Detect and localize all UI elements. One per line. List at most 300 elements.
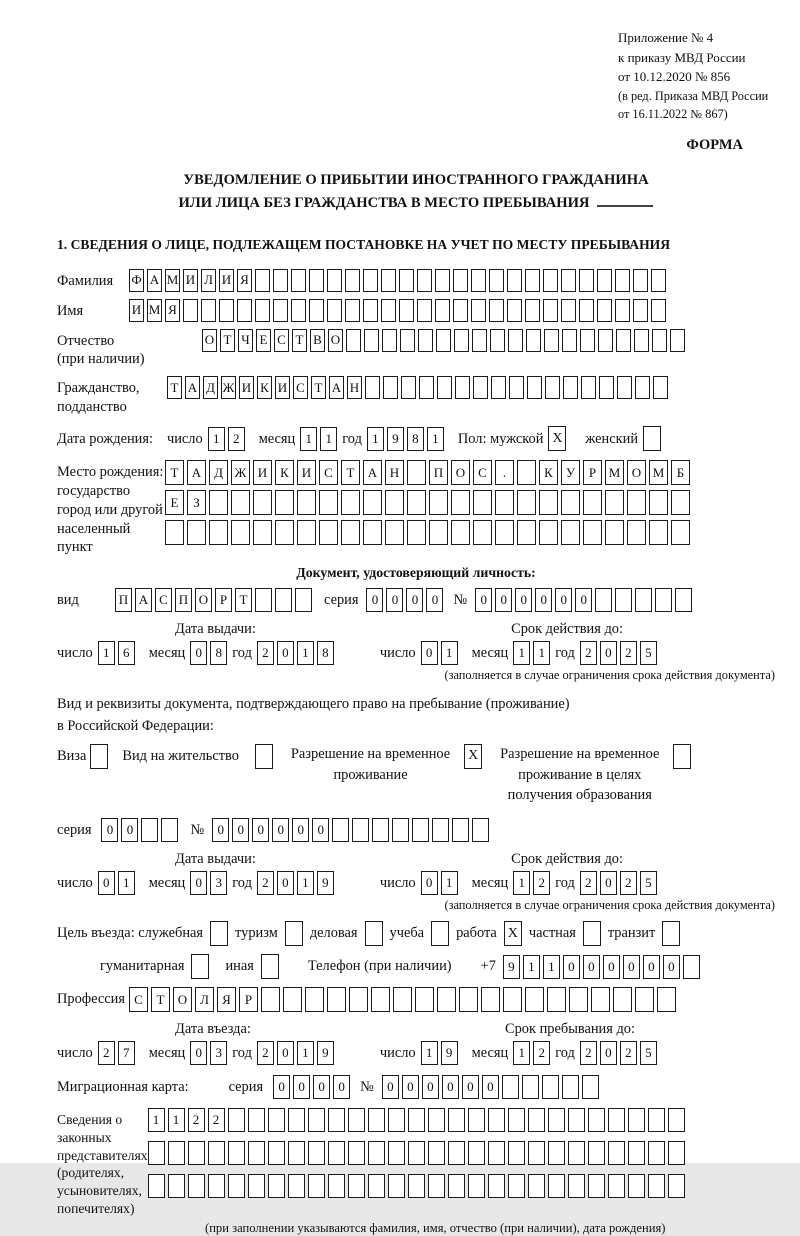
birthplace-cell[interactable]: И xyxy=(297,460,316,485)
permit-issue-year-cell[interactable]: 0 xyxy=(277,871,294,895)
legal-rep-cell[interactable] xyxy=(148,1141,165,1165)
migration-series-cell[interactable]: 0 xyxy=(273,1075,290,1099)
legal-rep-cell[interactable] xyxy=(548,1141,565,1165)
surname-cell[interactable] xyxy=(507,269,522,292)
id-doc-number-cell[interactable] xyxy=(635,588,652,612)
legal-rep-cell[interactable] xyxy=(248,1174,265,1198)
patronymic-cell[interactable] xyxy=(508,329,523,352)
legal-rep-cell[interactable] xyxy=(288,1174,305,1198)
name-cell[interactable] xyxy=(615,299,630,322)
permit-number-cell[interactable] xyxy=(472,818,489,842)
birthplace-cell[interactable] xyxy=(451,490,470,515)
id-doc-number-cell[interactable] xyxy=(615,588,632,612)
birthplace-cell[interactable]: Н xyxy=(385,460,404,485)
surname-cell[interactable] xyxy=(579,269,594,292)
birthplace-cell[interactable] xyxy=(319,490,338,515)
birthplace-cell[interactable] xyxy=(517,460,536,485)
legal-rep-cell[interactable] xyxy=(648,1108,665,1132)
birthplace-cell[interactable]: С xyxy=(473,460,492,485)
legal-rep-cell[interactable] xyxy=(248,1108,265,1132)
name-cell[interactable] xyxy=(651,299,666,322)
birthplace-cell[interactable] xyxy=(385,520,404,545)
patronymic-cell[interactable] xyxy=(670,329,685,352)
legal-rep-cell[interactable] xyxy=(448,1174,465,1198)
patronymic-cell[interactable] xyxy=(616,329,631,352)
patronymic-cell[interactable]: Т xyxy=(292,329,307,352)
birthplace-cell[interactable]: О xyxy=(451,460,470,485)
birthplace-cell[interactable] xyxy=(561,490,580,515)
id-doc-number-cell[interactable]: 0 xyxy=(495,588,512,612)
surname-cell[interactable] xyxy=(525,269,540,292)
birthplace-cell[interactable]: И xyxy=(253,460,272,485)
profession-cell[interactable]: Л xyxy=(195,987,214,1012)
profession-cell[interactable] xyxy=(437,987,456,1012)
stay-year-cell[interactable]: 5 xyxy=(640,1041,657,1065)
permit-number-cell[interactable]: 0 xyxy=(312,818,329,842)
legal-rep-cell[interactable] xyxy=(608,1141,625,1165)
birthplace-cell[interactable] xyxy=(297,490,316,515)
legal-rep-cell[interactable] xyxy=(368,1108,385,1132)
permit-number-cell[interactable] xyxy=(352,818,369,842)
name-cell[interactable] xyxy=(201,299,216,322)
phone-cell[interactable]: 0 xyxy=(563,955,580,979)
birthplace-cell[interactable] xyxy=(583,490,602,515)
legal-rep-cell[interactable] xyxy=(528,1141,545,1165)
profession-cell[interactable] xyxy=(261,987,280,1012)
surname-cell[interactable]: М xyxy=(165,269,180,292)
stay-year-cell[interactable]: 0 xyxy=(600,1041,617,1065)
migration-number-cell[interactable]: 0 xyxy=(482,1075,499,1099)
legal-rep-cell[interactable] xyxy=(508,1108,525,1132)
surname-cell[interactable] xyxy=(435,269,450,292)
name-cell[interactable] xyxy=(237,299,252,322)
transit-checkbox-cell[interactable] xyxy=(662,921,680,946)
official-checkbox-cell[interactable] xyxy=(210,921,228,946)
profession-cell[interactable] xyxy=(305,987,324,1012)
birthplace-cell[interactable]: У xyxy=(561,460,580,485)
birthplace-cell[interactable] xyxy=(649,520,668,545)
id-valid-year-cell[interactable]: 5 xyxy=(640,641,657,665)
phone-cell[interactable] xyxy=(683,955,700,979)
birthplace-cell[interactable]: К xyxy=(539,460,558,485)
name-cell[interactable] xyxy=(525,299,540,322)
permit-series-cell[interactable] xyxy=(161,818,178,842)
surname-cell[interactable] xyxy=(561,269,576,292)
legal-rep-cell[interactable] xyxy=(528,1108,545,1132)
permit-issue-year-cell[interactable]: 1 xyxy=(297,871,314,895)
citizenship-cell[interactable]: И xyxy=(275,376,290,399)
stay-month-cell[interactable]: 1 xyxy=(513,1041,530,1065)
stay-year-cell[interactable]: 2 xyxy=(580,1041,597,1065)
citizenship-cell[interactable] xyxy=(437,376,452,399)
legal-rep-cell[interactable] xyxy=(328,1141,345,1165)
legal-rep-cell[interactable] xyxy=(188,1174,205,1198)
birthplace-cell[interactable]: Е xyxy=(165,490,184,515)
name-cell[interactable] xyxy=(273,299,288,322)
legal-rep-cell[interactable] xyxy=(548,1174,565,1198)
surname-cell[interactable] xyxy=(291,269,306,292)
surname-cell[interactable] xyxy=(273,269,288,292)
id-doc-number-cell[interactable]: 0 xyxy=(475,588,492,612)
phone-cell[interactable]: 0 xyxy=(663,955,680,979)
patronymic-cell[interactable] xyxy=(400,329,415,352)
birth-month-cell[interactable]: 1 xyxy=(320,427,337,451)
citizenship-cell[interactable]: К xyxy=(257,376,272,399)
id-valid-month-cell[interactable]: 1 xyxy=(533,641,550,665)
migration-series-cell[interactable]: 0 xyxy=(313,1075,330,1099)
birthplace-cell[interactable] xyxy=(231,490,250,515)
patronymic-cell[interactable] xyxy=(580,329,595,352)
legal-rep-cell[interactable] xyxy=(468,1174,485,1198)
name-cell[interactable]: Я xyxy=(165,299,180,322)
citizenship-cell[interactable]: Д xyxy=(203,376,218,399)
legal-rep-cell[interactable] xyxy=(588,1108,605,1132)
surname-cell[interactable]: И xyxy=(183,269,198,292)
migration-number-cell[interactable]: 0 xyxy=(442,1075,459,1099)
permit-issue-month-cell[interactable]: 0 xyxy=(190,871,207,895)
entry-month-cell[interactable]: 0 xyxy=(190,1041,207,1065)
legal-rep-cell[interactable] xyxy=(228,1174,245,1198)
id-doc-number-cell[interactable]: 0 xyxy=(535,588,552,612)
legal-rep-cell[interactable] xyxy=(408,1141,425,1165)
legal-rep-cell[interactable] xyxy=(348,1141,365,1165)
legal-rep-cell[interactable] xyxy=(628,1108,645,1132)
name-cell[interactable] xyxy=(255,299,270,322)
birthplace-cell[interactable] xyxy=(363,490,382,515)
patronymic-cell[interactable] xyxy=(598,329,613,352)
id-doc-number-cell[interactable]: 0 xyxy=(515,588,532,612)
citizenship-cell[interactable] xyxy=(473,376,488,399)
id-doc-type-cell[interactable]: О xyxy=(195,588,212,612)
birthplace-cell[interactable] xyxy=(187,520,206,545)
citizenship-cell[interactable]: Т xyxy=(311,376,326,399)
name-cell[interactable] xyxy=(327,299,342,322)
birth-month-cell[interactable]: 1 xyxy=(300,427,317,451)
birthplace-cell[interactable] xyxy=(429,490,448,515)
stay-month-cell[interactable]: 2 xyxy=(533,1041,550,1065)
id-valid-year-cell[interactable]: 2 xyxy=(620,641,637,665)
legal-rep-cell[interactable] xyxy=(588,1174,605,1198)
id-doc-type-cell[interactable]: Т xyxy=(235,588,252,612)
migration-number-cell[interactable] xyxy=(542,1075,559,1099)
permit-series-cell[interactable] xyxy=(141,818,158,842)
work-checkbox-cell[interactable]: X xyxy=(504,921,522,946)
stay-day-cell[interactable]: 9 xyxy=(441,1041,458,1065)
birthplace-cell[interactable] xyxy=(385,490,404,515)
id-valid-year-cell[interactable]: 2 xyxy=(580,641,597,665)
legal-rep-cell[interactable] xyxy=(288,1141,305,1165)
legal-rep-cell[interactable] xyxy=(428,1108,445,1132)
id-doc-type-cell[interactable] xyxy=(275,588,292,612)
name-cell[interactable] xyxy=(579,299,594,322)
legal-rep-cell[interactable] xyxy=(388,1108,405,1132)
name-cell[interactable] xyxy=(561,299,576,322)
citizenship-cell[interactable] xyxy=(563,376,578,399)
profession-cell[interactable]: О xyxy=(173,987,192,1012)
permit-number-cell[interactable] xyxy=(452,818,469,842)
name-cell[interactable] xyxy=(471,299,486,322)
citizenship-cell[interactable] xyxy=(617,376,632,399)
legal-rep-cell[interactable] xyxy=(488,1174,505,1198)
entry-day-cell[interactable]: 7 xyxy=(118,1041,135,1065)
birth-year-cell[interactable]: 1 xyxy=(367,427,384,451)
id-valid-year-cell[interactable]: 0 xyxy=(600,641,617,665)
temp-residence-edu-checkbox-cell[interactable] xyxy=(673,744,691,769)
citizenship-cell[interactable]: Ж xyxy=(221,376,236,399)
profession-cell[interactable] xyxy=(459,987,478,1012)
surname-cell[interactable]: И xyxy=(219,269,234,292)
patronymic-cell[interactable] xyxy=(454,329,469,352)
stay-day-cell[interactable]: 1 xyxy=(421,1041,438,1065)
profession-cell[interactable]: Т xyxy=(151,987,170,1012)
legal-rep-cell[interactable] xyxy=(308,1174,325,1198)
citizenship-cell[interactable] xyxy=(365,376,380,399)
legal-rep-cell[interactable] xyxy=(508,1174,525,1198)
legal-rep-cell[interactable] xyxy=(508,1141,525,1165)
birthplace-cell[interactable]: Т xyxy=(341,460,360,485)
study-checkbox-cell[interactable] xyxy=(431,921,449,946)
humanitarian-checkbox-cell[interactable] xyxy=(191,954,209,979)
patronymic-cell[interactable] xyxy=(544,329,559,352)
profession-cell[interactable]: С xyxy=(129,987,148,1012)
birth-year-cell[interactable]: 1 xyxy=(427,427,444,451)
legal-rep-cell[interactable] xyxy=(328,1174,345,1198)
temp-residence-checkbox-cell[interactable]: X xyxy=(464,744,482,769)
permit-number-cell[interactable] xyxy=(372,818,389,842)
legal-rep-cell[interactable] xyxy=(568,1141,585,1165)
surname-cell[interactable] xyxy=(489,269,504,292)
id-doc-number-cell[interactable] xyxy=(655,588,672,612)
birthplace-cell[interactable]: С xyxy=(319,460,338,485)
legal-rep-cell[interactable]: 2 xyxy=(208,1108,225,1132)
permit-valid-year-cell[interactable]: 2 xyxy=(620,871,637,895)
entry-day-cell[interactable]: 2 xyxy=(98,1041,115,1065)
birthplace-cell[interactable] xyxy=(605,490,624,515)
id-doc-series-cell[interactable]: 0 xyxy=(386,588,403,612)
birth-day-cell[interactable]: 1 xyxy=(208,427,225,451)
birthplace-cell[interactable] xyxy=(319,520,338,545)
patronymic-cell[interactable] xyxy=(634,329,649,352)
id-doc-type-cell[interactable]: П xyxy=(115,588,132,612)
name-cell[interactable] xyxy=(453,299,468,322)
surname-cell[interactable] xyxy=(543,269,558,292)
birthplace-cell[interactable]: Д xyxy=(209,460,228,485)
birthplace-cell[interactable] xyxy=(627,520,646,545)
birthplace-cell[interactable] xyxy=(253,490,272,515)
citizenship-cell[interactable]: И xyxy=(239,376,254,399)
legal-rep-cell[interactable] xyxy=(388,1141,405,1165)
patronymic-cell[interactable] xyxy=(346,329,361,352)
profession-cell[interactable] xyxy=(613,987,632,1012)
legal-rep-cell[interactable] xyxy=(288,1108,305,1132)
permit-series-cell[interactable]: 0 xyxy=(121,818,138,842)
phone-cell[interactable]: 0 xyxy=(623,955,640,979)
id-doc-number-cell[interactable] xyxy=(675,588,692,612)
patronymic-cell[interactable]: В xyxy=(310,329,325,352)
permit-number-cell[interactable]: 0 xyxy=(232,818,249,842)
profession-cell[interactable]: Р xyxy=(239,987,258,1012)
permit-valid-month-cell[interactable]: 2 xyxy=(533,871,550,895)
id-doc-type-cell[interactable] xyxy=(255,588,272,612)
patronymic-cell[interactable]: Е xyxy=(256,329,271,352)
legal-rep-cell[interactable] xyxy=(268,1174,285,1198)
legal-rep-cell[interactable] xyxy=(268,1141,285,1165)
patronymic-cell[interactable] xyxy=(436,329,451,352)
birthplace-cell[interactable] xyxy=(473,520,492,545)
birthplace-cell[interactable] xyxy=(429,520,448,545)
citizenship-cell[interactable] xyxy=(635,376,650,399)
sex-male-checkbox-cell[interactable]: X xyxy=(548,426,566,451)
legal-rep-cell[interactable] xyxy=(468,1141,485,1165)
profession-cell[interactable] xyxy=(591,987,610,1012)
citizenship-cell[interactable]: А xyxy=(329,376,344,399)
birthplace-cell[interactable]: Р xyxy=(583,460,602,485)
patronymic-cell[interactable] xyxy=(364,329,379,352)
permit-issue-month-cell[interactable]: 3 xyxy=(210,871,227,895)
surname-cell[interactable] xyxy=(615,269,630,292)
legal-rep-cell[interactable] xyxy=(368,1141,385,1165)
legal-rep-cell[interactable] xyxy=(648,1141,665,1165)
surname-cell[interactable] xyxy=(471,269,486,292)
birthplace-cell[interactable]: . xyxy=(495,460,514,485)
birthplace-cell[interactable]: Б xyxy=(671,460,690,485)
profession-cell[interactable] xyxy=(503,987,522,1012)
birthplace-cell[interactable] xyxy=(253,520,272,545)
legal-rep-cell[interactable] xyxy=(348,1108,365,1132)
citizenship-cell[interactable]: А xyxy=(185,376,200,399)
patronymic-cell[interactable]: Т xyxy=(220,329,235,352)
legal-rep-cell[interactable]: 1 xyxy=(148,1108,165,1132)
legal-rep-cell[interactable] xyxy=(248,1141,265,1165)
birth-year-cell[interactable]: 8 xyxy=(407,427,424,451)
birthplace-cell[interactable] xyxy=(297,520,316,545)
birthplace-cell[interactable] xyxy=(209,490,228,515)
legal-rep-cell[interactable] xyxy=(668,1108,685,1132)
profession-cell[interactable] xyxy=(635,987,654,1012)
name-cell[interactable] xyxy=(417,299,432,322)
profession-cell[interactable] xyxy=(547,987,566,1012)
tourism-checkbox-cell[interactable] xyxy=(285,921,303,946)
legal-rep-cell[interactable] xyxy=(208,1141,225,1165)
birthplace-cell[interactable] xyxy=(209,520,228,545)
id-issue-day-cell[interactable]: 1 xyxy=(98,641,115,665)
name-cell[interactable] xyxy=(597,299,612,322)
citizenship-cell[interactable] xyxy=(491,376,506,399)
entry-year-cell[interactable]: 0 xyxy=(277,1041,294,1065)
patronymic-cell[interactable]: С xyxy=(274,329,289,352)
residence-permit-checkbox-cell[interactable] xyxy=(255,744,273,769)
birthplace-cell[interactable] xyxy=(561,520,580,545)
patronymic-cell[interactable] xyxy=(652,329,667,352)
migration-number-cell[interactable] xyxy=(562,1075,579,1099)
name-cell[interactable] xyxy=(183,299,198,322)
profession-cell[interactable] xyxy=(393,987,412,1012)
permit-issue-year-cell[interactable]: 9 xyxy=(317,871,334,895)
birthplace-cell[interactable] xyxy=(451,520,470,545)
birthplace-cell[interactable]: К xyxy=(275,460,294,485)
birthplace-cell[interactable] xyxy=(407,520,426,545)
citizenship-cell[interactable] xyxy=(455,376,470,399)
legal-rep-cell[interactable]: 1 xyxy=(168,1108,185,1132)
id-doc-type-cell[interactable]: С xyxy=(155,588,172,612)
legal-rep-cell[interactable] xyxy=(168,1141,185,1165)
birthplace-cell[interactable] xyxy=(649,490,668,515)
legal-rep-cell[interactable] xyxy=(308,1108,325,1132)
legal-rep-cell[interactable] xyxy=(588,1141,605,1165)
birthplace-cell[interactable]: Ж xyxy=(231,460,250,485)
profession-cell[interactable] xyxy=(569,987,588,1012)
birthplace-cell[interactable] xyxy=(539,520,558,545)
birth-day-cell[interactable]: 2 xyxy=(228,427,245,451)
legal-rep-cell[interactable] xyxy=(548,1108,565,1132)
permit-valid-day-cell[interactable]: 0 xyxy=(421,871,438,895)
legal-rep-cell[interactable] xyxy=(668,1141,685,1165)
birthplace-cell[interactable] xyxy=(231,520,250,545)
legal-rep-cell[interactable] xyxy=(608,1108,625,1132)
citizenship-cell[interactable] xyxy=(527,376,542,399)
id-doc-series-cell[interactable]: 0 xyxy=(406,588,423,612)
surname-cell[interactable] xyxy=(633,269,648,292)
id-issue-month-cell[interactable]: 0 xyxy=(190,641,207,665)
legal-rep-cell[interactable] xyxy=(428,1174,445,1198)
surname-cell[interactable] xyxy=(597,269,612,292)
permit-issue-year-cell[interactable]: 2 xyxy=(257,871,274,895)
legal-rep-cell[interactable] xyxy=(668,1174,685,1198)
citizenship-cell[interactable] xyxy=(509,376,524,399)
id-doc-number-cell[interactable]: 0 xyxy=(555,588,572,612)
birthplace-cell[interactable] xyxy=(275,520,294,545)
birth-year-cell[interactable]: 9 xyxy=(387,427,404,451)
visa-checkbox-cell[interactable] xyxy=(90,744,108,769)
surname-cell[interactable] xyxy=(327,269,342,292)
id-issue-year-cell[interactable]: 1 xyxy=(297,641,314,665)
name-cell[interactable] xyxy=(291,299,306,322)
patronymic-cell[interactable] xyxy=(418,329,433,352)
surname-cell[interactable]: А xyxy=(147,269,162,292)
sex-female-checkbox-cell[interactable] xyxy=(643,426,661,451)
permit-number-cell[interactable] xyxy=(332,818,349,842)
permit-number-cell[interactable]: 0 xyxy=(272,818,289,842)
legal-rep-cell[interactable] xyxy=(348,1174,365,1198)
name-cell[interactable]: М xyxy=(147,299,162,322)
name-cell[interactable] xyxy=(633,299,648,322)
birthplace-cell[interactable] xyxy=(275,490,294,515)
permit-number-cell[interactable] xyxy=(432,818,449,842)
id-doc-type-cell[interactable] xyxy=(295,588,312,612)
id-doc-number-cell[interactable] xyxy=(595,588,612,612)
permit-valid-month-cell[interactable]: 1 xyxy=(513,871,530,895)
citizenship-cell[interactable] xyxy=(419,376,434,399)
id-issue-year-cell[interactable]: 8 xyxy=(317,641,334,665)
citizenship-cell[interactable] xyxy=(653,376,668,399)
name-cell[interactable] xyxy=(219,299,234,322)
birthplace-cell[interactable] xyxy=(165,520,184,545)
surname-cell[interactable] xyxy=(453,269,468,292)
citizenship-cell[interactable]: С xyxy=(293,376,308,399)
birthplace-cell[interactable]: А xyxy=(187,460,206,485)
profession-cell[interactable] xyxy=(327,987,346,1012)
profession-cell[interactable] xyxy=(657,987,676,1012)
id-issue-year-cell[interactable]: 2 xyxy=(257,641,274,665)
citizenship-cell[interactable]: Т xyxy=(167,376,182,399)
legal-rep-cell[interactable] xyxy=(388,1174,405,1198)
id-issue-day-cell[interactable]: 6 xyxy=(118,641,135,665)
birthplace-cell[interactable] xyxy=(517,520,536,545)
stay-year-cell[interactable]: 2 xyxy=(620,1041,637,1065)
entry-year-cell[interactable]: 1 xyxy=(297,1041,314,1065)
surname-cell[interactable]: Л xyxy=(201,269,216,292)
surname-cell[interactable] xyxy=(309,269,324,292)
